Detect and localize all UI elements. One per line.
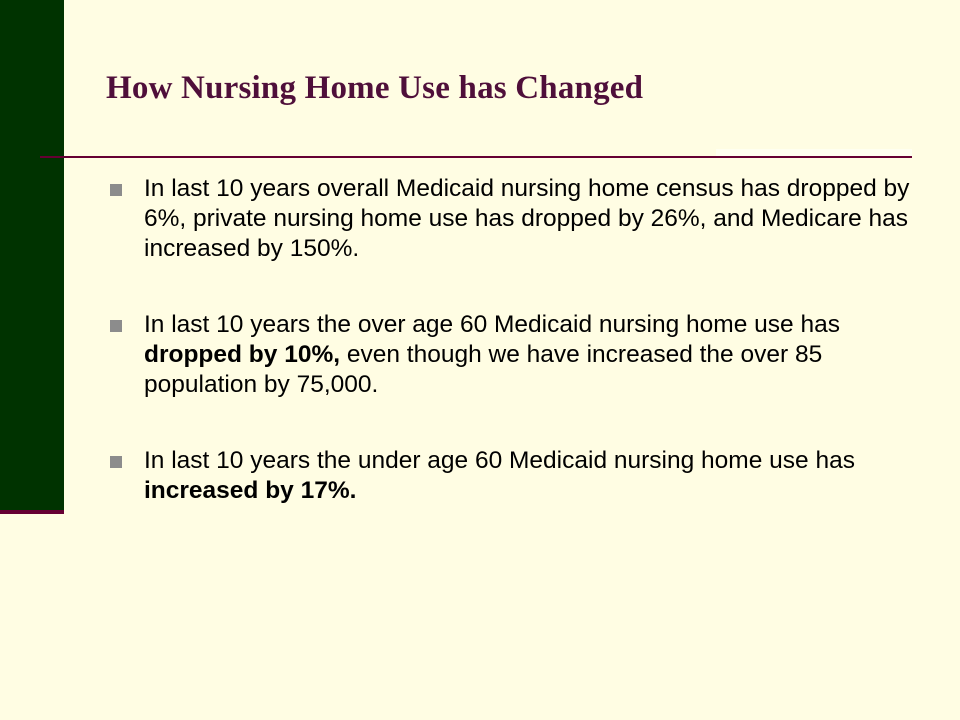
title-divider-highlight <box>716 149 912 156</box>
bullet-emphasis: increased by 17%. <box>144 477 357 504</box>
title-divider <box>40 156 912 158</box>
bullet-item <box>110 310 910 400</box>
square-bullet-icon <box>110 456 122 468</box>
bullet-text: In last 10 years the over age 60 Medicaid nursing home use has dropped by 10%, even though we have increased the over 85 population by 75,000. <box>144 311 840 398</box>
bullet-item <box>110 174 910 264</box>
bullet-item <box>110 446 910 506</box>
bullet-text: In last 10 years overall Medicaid nursing home census has dropped by 6%, private nursing home use has dropped by 26%, and Medicare has increased by 150%. <box>144 175 910 262</box>
bullet-list <box>110 174 910 552</box>
bullet-emphasis: dropped by 10%, <box>144 341 341 368</box>
square-bullet-icon <box>110 184 122 196</box>
bullet-text: In last 10 years the under age 60 Medicaid nursing home use has increased by 17%. <box>144 447 855 504</box>
side-bar <box>0 0 64 512</box>
side-bar-edge <box>0 510 64 514</box>
slide-title: How Nursing Home Use has Changed <box>106 70 644 106</box>
square-bullet-icon <box>110 320 122 332</box>
